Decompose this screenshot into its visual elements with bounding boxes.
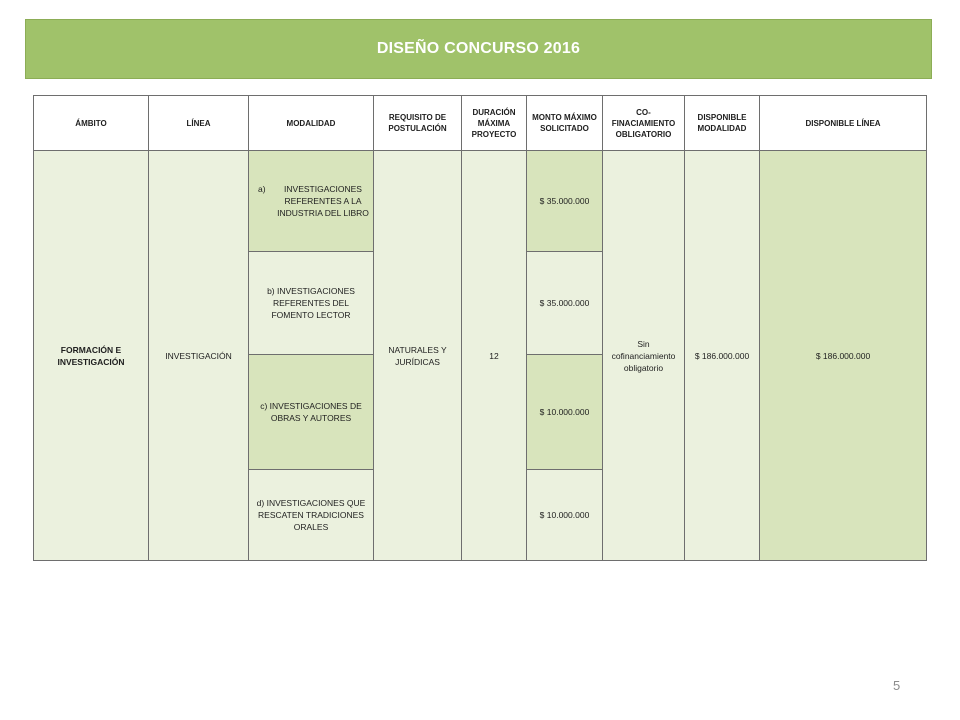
disponible-modalidad-cell: $ 186.000.000 xyxy=(685,151,760,561)
page-title: DISEÑO CONCURSO 2016 xyxy=(376,40,581,57)
header-modalidad: MODALIDAD xyxy=(249,96,374,151)
cofinanciamiento-cell: Sin cofinanciamiento obligatorio xyxy=(603,151,685,561)
table-header-row xyxy=(34,96,927,151)
contest-design-table xyxy=(33,95,927,561)
modalidad-letter: a) xyxy=(258,184,266,194)
requisito-cell: NATURALES Y JURÍDICAS xyxy=(374,151,462,561)
page-number: 5 xyxy=(893,678,901,693)
monto-cell-a: $ 35.000.000 xyxy=(527,151,603,252)
header-disponible-modalidad: DISPONIBLE MODALIDAD xyxy=(685,96,760,151)
monto-cell-b: $ 35.000.000 xyxy=(527,252,603,355)
modalidad-cell-b: b) INVESTIGACIONES REFERENTES DEL FOMENTO LECTOR xyxy=(249,252,374,355)
modalidad-cell-a xyxy=(249,151,374,252)
modalidad-label: INVESTIGACIONES REFERENTES A LA INDUSTRIA DEL LIBRO xyxy=(277,184,369,218)
modalidad-cell-d: d) INVESTIGACIONES QUE RESCATEN TRADICIONES ORALES xyxy=(249,470,374,561)
monto-cell-c: $ 10.000.000 xyxy=(527,355,603,470)
header-monto: MONTO MÁXIMO SOLICITADO xyxy=(527,96,603,151)
monto-cell-d: $ 10.000.000 xyxy=(527,470,603,561)
title-banner xyxy=(25,19,932,79)
modalidad-cell-c: c) INVESTIGACIONES DE OBRAS Y AUTORES xyxy=(249,355,374,470)
header-requisito: REQUISITO DE POSTULACIÓN xyxy=(374,96,462,151)
linea-cell: INVESTIGACIÓN xyxy=(149,151,249,561)
header-ambito: ÁMBITO xyxy=(34,96,149,151)
header-duracion: DURACIÓN MÁXIMA PROYECTO xyxy=(462,96,527,151)
ambito-cell: FORMACIÓN E INVESTIGACIÓN xyxy=(34,151,149,561)
header-disponible-linea: DISPONIBLE LÍNEA xyxy=(760,96,927,151)
duracion-cell: 12 xyxy=(462,151,527,561)
disponible-linea-cell: $ 186.000.000 xyxy=(760,151,927,561)
table-row xyxy=(34,151,927,252)
header-linea: LÍNEA xyxy=(149,96,249,151)
header-cofinanciamiento: CO-FINACIAMIENTO OBLIGATORIO xyxy=(603,96,685,151)
